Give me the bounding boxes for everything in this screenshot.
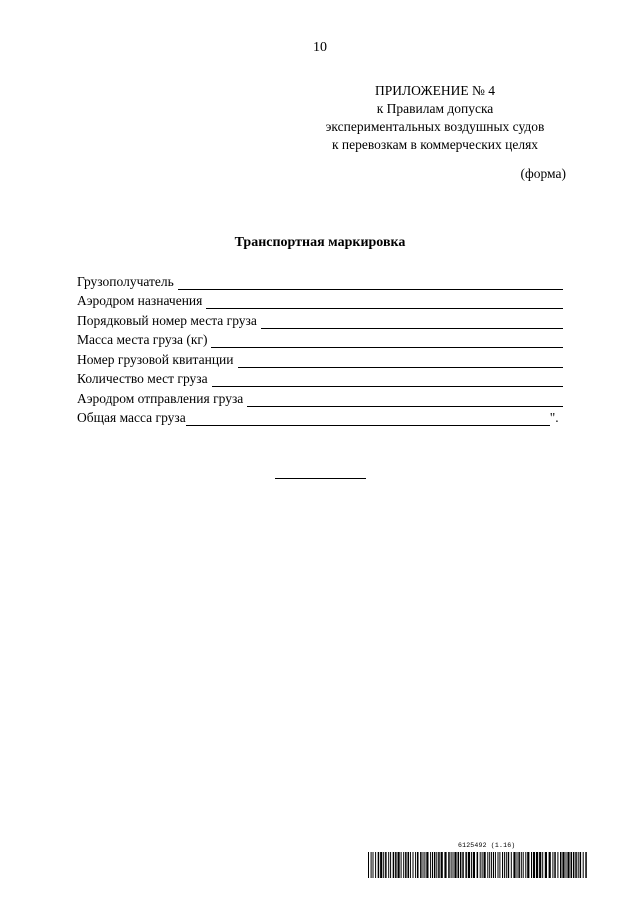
annex-line-2: к Правилам допуска	[376, 101, 494, 116]
field-cargo-receipt-number	[77, 348, 577, 368]
field-destination-aerodrome	[77, 290, 577, 310]
annex-number: ПРИЛОЖЕНИЕ № 4	[374, 83, 496, 98]
field-label: Количество мест груза	[77, 371, 208, 386]
field-label: Общая масса груза	[77, 410, 186, 425]
fill-line	[261, 315, 563, 329]
closing-quote: ".	[549, 410, 559, 425]
document-title: Транспортная маркировка	[234, 235, 406, 250]
field-label: Грузополучатель	[77, 273, 174, 289]
field-label: Порядковый номер места груза	[77, 312, 257, 328]
fill-line	[206, 295, 563, 309]
field-departure-aerodrome	[77, 387, 577, 407]
fill-line	[238, 354, 563, 368]
field-label: Аэродром отправления груза	[77, 390, 244, 406]
field-label: Номер грузовой квитанции	[77, 351, 234, 367]
field-label: Масса места груза (кг)	[77, 332, 208, 347]
fill-line	[247, 393, 563, 407]
field-consignee	[77, 270, 577, 290]
field-label: Аэродром назначения	[77, 293, 203, 308]
marking-fields	[77, 270, 577, 426]
annex-line-4: к перевозкам в коммерческих целях	[331, 137, 539, 152]
form-note: (форма)	[520, 166, 566, 181]
end-divider	[275, 478, 366, 479]
barcode-number: 6125492 (1.16)	[458, 842, 516, 849]
fill-line	[186, 412, 550, 426]
field-package-count	[77, 368, 577, 388]
fill-line	[212, 373, 563, 387]
page-number: 10	[313, 40, 327, 55]
field-package-weight	[77, 329, 577, 349]
barcode	[368, 842, 588, 880]
fill-line	[211, 334, 563, 348]
annex-line-3: экспериментальных воздушных судов	[325, 119, 545, 134]
field-total-weight	[77, 407, 577, 427]
fill-line	[178, 276, 563, 290]
field-package-number	[77, 309, 577, 329]
barcode-icon	[368, 852, 588, 878]
annex-header	[300, 82, 570, 154]
